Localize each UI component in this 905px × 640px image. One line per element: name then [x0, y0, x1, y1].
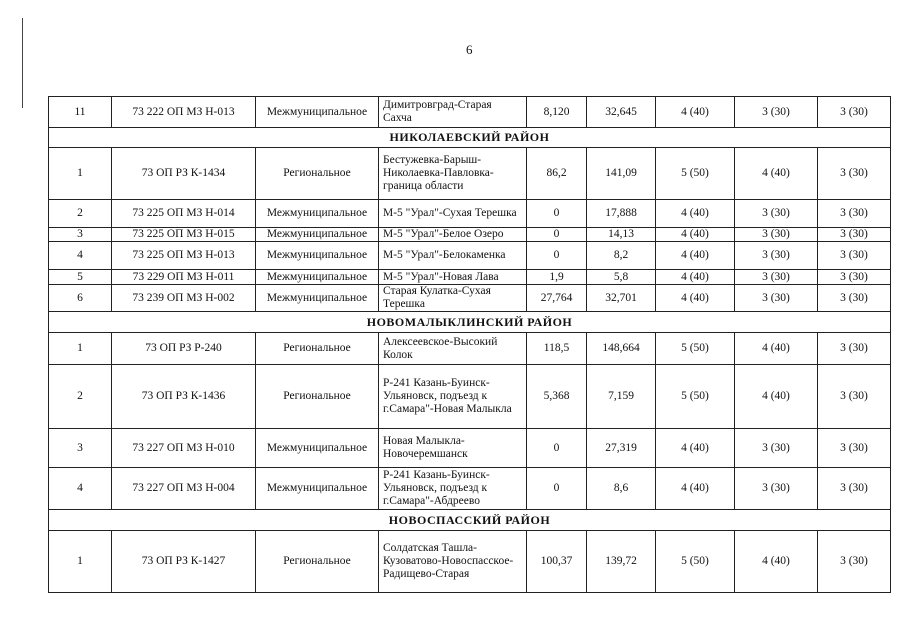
road-name: М-5 "Урал"-Белое Озеро — [379, 228, 527, 242]
road-name: Р-241 Казань-Буинск-Ульяновск, подъезд к г.Самара"-Абдреево — [379, 468, 527, 510]
table-row — [49, 148, 891, 200]
total-cell: 8,2 — [587, 242, 656, 270]
road-category: Межмуниципальное — [256, 97, 379, 128]
length-cell: 27,764 — [527, 285, 587, 312]
row-number: 6 — [49, 285, 112, 312]
row-number: 4 — [49, 468, 112, 510]
value-cell-1: 4 (40) — [656, 429, 735, 468]
value-cell-2: 3 (30) — [735, 200, 818, 228]
road-category: Межмуниципальное — [256, 228, 379, 242]
value-cell-1: 4 (40) — [656, 97, 735, 128]
scan-edge-line — [22, 18, 23, 108]
road-name: Алексеевское-Высокий Колок — [379, 333, 527, 365]
road-id: 73 239 ОП МЗ Н-002 — [112, 285, 256, 312]
road-name: Димитровград-Старая Сахча — [379, 97, 527, 128]
table-row — [49, 531, 891, 593]
road-category: Межмуниципальное — [256, 429, 379, 468]
road-category: Межмуниципальное — [256, 242, 379, 270]
value-cell-1: 5 (50) — [656, 531, 735, 593]
table-row — [49, 285, 891, 312]
value-cell-2: 3 (30) — [735, 468, 818, 510]
road-id: 73 ОП РЗ К-1434 — [112, 148, 256, 200]
road-name: М-5 "Урал"-Сухая Терешка — [379, 200, 527, 228]
value-cell-3: 3 (30) — [818, 270, 891, 285]
total-cell: 17,888 — [587, 200, 656, 228]
road-name: Бестужевка-Барыш-Николаевка-Павловка-граница области — [379, 148, 527, 200]
district-section-row — [49, 312, 891, 333]
road-category: Межмуниципальное — [256, 468, 379, 510]
table-row — [49, 270, 891, 285]
total-cell: 32,645 — [587, 97, 656, 128]
road-id: 73 225 ОП МЗ Н-014 — [112, 200, 256, 228]
total-cell: 148,664 — [587, 333, 656, 365]
road-category: Региональное — [256, 333, 379, 365]
road-category: Межмуниципальное — [256, 285, 379, 312]
total-cell: 8,6 — [587, 468, 656, 510]
road-name: М-5 "Урал"-Белокаменка — [379, 242, 527, 270]
road-id: 73 225 ОП МЗ Н-013 — [112, 242, 256, 270]
table-row — [49, 429, 891, 468]
length-cell: 1,9 — [527, 270, 587, 285]
total-cell: 139,72 — [587, 531, 656, 593]
length-cell: 0 — [527, 200, 587, 228]
road-name: М-5 "Урал"-Новая Лава — [379, 270, 527, 285]
value-cell-1: 5 (50) — [656, 148, 735, 200]
length-cell: 0 — [527, 429, 587, 468]
district-section-row — [49, 510, 891, 531]
length-cell: 118,5 — [527, 333, 587, 365]
table-row — [49, 228, 891, 242]
district-title: НОВОМАЛЫКЛИНСКИЙ РАЙОН — [49, 312, 891, 333]
value-cell-3: 3 (30) — [818, 531, 891, 593]
row-number: 11 — [49, 97, 112, 128]
road-id: 73 227 ОП МЗ Н-010 — [112, 429, 256, 468]
table-row — [49, 200, 891, 228]
district-title: НИКОЛАЕВСКИЙ РАЙОН — [49, 128, 891, 148]
road-name: Р-241 Казань-Буинск-Ульяновск, подъезд к г.Самара"-Новая Малыкла — [379, 365, 527, 429]
length-cell: 0 — [527, 242, 587, 270]
value-cell-3: 3 (30) — [818, 148, 891, 200]
total-cell: 141,09 — [587, 148, 656, 200]
length-cell: 100,37 — [527, 531, 587, 593]
value-cell-3: 3 (30) — [818, 468, 891, 510]
value-cell-2: 4 (40) — [735, 531, 818, 593]
row-number: 4 — [49, 242, 112, 270]
district-title: НОВОСПАССКИЙ РАЙОН — [49, 510, 891, 531]
value-cell-3: 3 (30) — [818, 285, 891, 312]
row-number: 3 — [49, 228, 112, 242]
value-cell-1: 4 (40) — [656, 228, 735, 242]
value-cell-3: 3 (30) — [818, 365, 891, 429]
total-cell: 14,13 — [587, 228, 656, 242]
road-id: 73 ОП РЗ Р-240 — [112, 333, 256, 365]
value-cell-2: 3 (30) — [735, 429, 818, 468]
road-id: 73 222 ОП МЗ Н-013 — [112, 97, 256, 128]
road-category: Региональное — [256, 531, 379, 593]
total-cell: 7,159 — [587, 365, 656, 429]
value-cell-1: 5 (50) — [656, 365, 735, 429]
value-cell-3: 3 (30) — [818, 242, 891, 270]
table-row — [49, 365, 891, 429]
row-number: 1 — [49, 148, 112, 200]
value-cell-3: 3 (30) — [818, 429, 891, 468]
road-id: 73 225 ОП МЗ Н-015 — [112, 228, 256, 242]
total-cell: 5,8 — [587, 270, 656, 285]
roads-table — [48, 96, 891, 593]
length-cell: 0 — [527, 468, 587, 510]
value-cell-1: 5 (50) — [656, 333, 735, 365]
total-cell: 27,319 — [587, 429, 656, 468]
row-number: 1 — [49, 531, 112, 593]
value-cell-3: 3 (30) — [818, 333, 891, 365]
road-id: 73 229 ОП МЗ Н-011 — [112, 270, 256, 285]
value-cell-3: 3 (30) — [818, 200, 891, 228]
value-cell-1: 4 (40) — [656, 468, 735, 510]
value-cell-2: 4 (40) — [735, 148, 818, 200]
row-number: 3 — [49, 429, 112, 468]
value-cell-2: 3 (30) — [735, 242, 818, 270]
length-cell: 86,2 — [527, 148, 587, 200]
row-number: 2 — [49, 365, 112, 429]
page-number: 6 — [466, 42, 473, 57]
value-cell-1: 4 (40) — [656, 242, 735, 270]
road-category: Межмуниципальное — [256, 200, 379, 228]
length-cell: 8,120 — [527, 97, 587, 128]
row-number: 2 — [49, 200, 112, 228]
road-category: Межмуниципальное — [256, 270, 379, 285]
value-cell-3: 3 (30) — [818, 97, 891, 128]
table-row — [49, 333, 891, 365]
value-cell-2: 4 (40) — [735, 365, 818, 429]
road-id: 73 ОП РЗ К-1427 — [112, 531, 256, 593]
road-id: 73 ОП РЗ К-1436 — [112, 365, 256, 429]
road-id: 73 227 ОП МЗ Н-004 — [112, 468, 256, 510]
row-number: 5 — [49, 270, 112, 285]
value-cell-1: 4 (40) — [656, 200, 735, 228]
value-cell-2: 4 (40) — [735, 333, 818, 365]
road-name: Старая Кулатка-Сухая Терешка — [379, 285, 527, 312]
road-name: Солдатская Ташла-Кузоватово-Новоспасское-Радищево-Старая — [379, 531, 527, 593]
total-cell: 32,701 — [587, 285, 656, 312]
value-cell-2: 3 (30) — [735, 228, 818, 242]
road-category: Региональное — [256, 365, 379, 429]
value-cell-2: 3 (30) — [735, 285, 818, 312]
row-number: 1 — [49, 333, 112, 365]
value-cell-1: 4 (40) — [656, 285, 735, 312]
table-row — [49, 97, 891, 128]
length-cell: 0 — [527, 228, 587, 242]
value-cell-2: 3 (30) — [735, 270, 818, 285]
table-row — [49, 242, 891, 270]
length-cell: 5,368 — [527, 365, 587, 429]
table-row — [49, 468, 891, 510]
district-section-row — [49, 128, 891, 148]
value-cell-1: 4 (40) — [656, 270, 735, 285]
value-cell-3: 3 (30) — [818, 228, 891, 242]
road-name: Новая Малыкла-Новочеремшанск — [379, 429, 527, 468]
value-cell-2: 3 (30) — [735, 97, 818, 128]
road-category: Региональное — [256, 148, 379, 200]
